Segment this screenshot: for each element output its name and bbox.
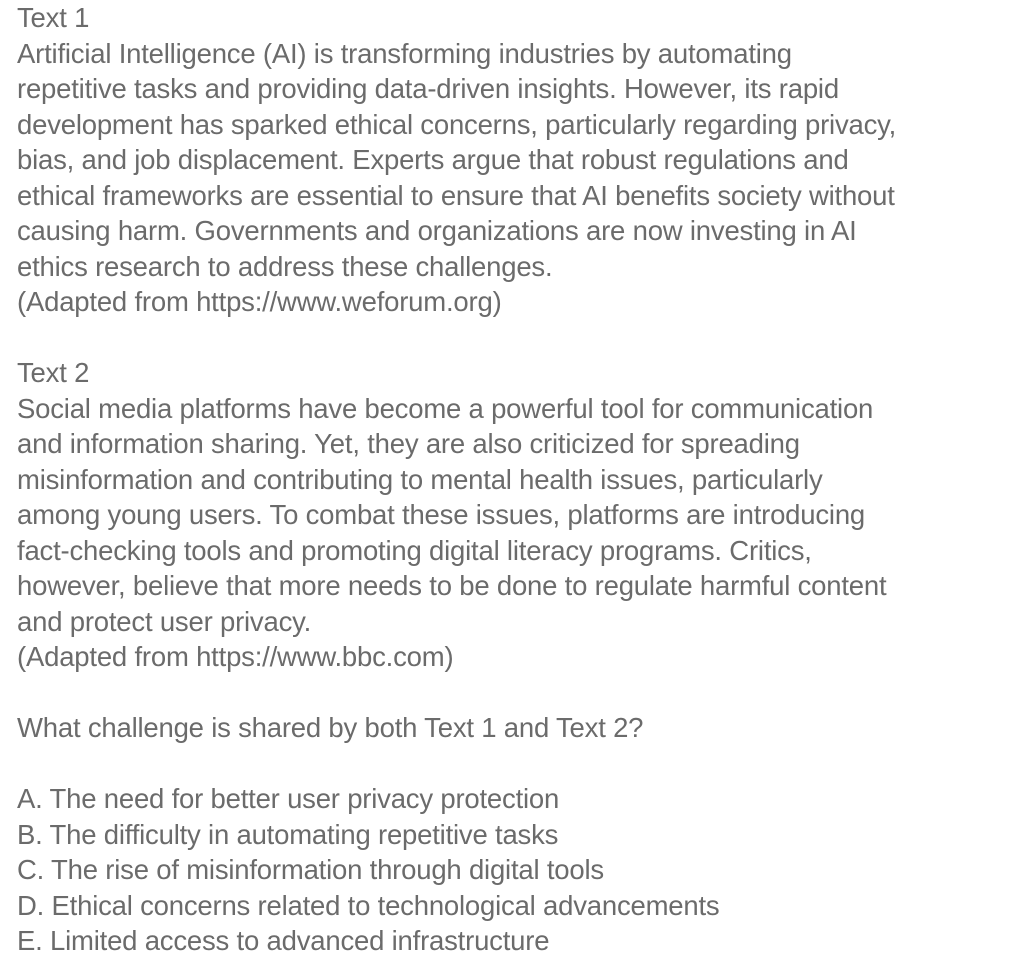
option-e: E. Limited access to advanced infrastructure	[17, 925, 550, 956]
text1-line: ethics research to address these challenges.	[17, 250, 553, 282]
text1-line: repetitive tasks and providing data-driven insights. However, its rapid	[17, 73, 839, 104]
text1-source: (Adapted from https://www.weforum.org)	[17, 286, 502, 317]
text1-heading: Text 1	[17, 2, 90, 33]
text1-section	[17, 0, 1027, 320]
option-a: A. The need for better user privacy protection	[17, 783, 560, 814]
text1-line: development has sparked ethical concerns, particularly regarding privacy,	[17, 108, 897, 140]
question-text: What challenge is shared by both Text 1 and Text 2?	[17, 712, 644, 743]
text2-line: Social media platforms have become a powerful tool for communication	[17, 392, 874, 424]
text1-line: bias, and job displacement. Experts argue that robust regulations and	[17, 144, 849, 175]
text2-line: and protect user privacy.	[17, 605, 312, 637]
text1-line: causing harm. Governments and organizations are now investing in AI	[17, 215, 857, 246]
text2-line: and information sharing. Yet, they are also criticized for spreading	[17, 428, 800, 459]
spacer	[17, 746, 1027, 782]
spacer	[17, 675, 1027, 711]
text2-source: (Adapted from https://www.bbc.com)	[17, 641, 454, 672]
text1-line: ethical frameworks are essential to ensure that AI benefits society without	[17, 179, 895, 211]
text2-line: among young users. To combat these issues, platforms are introducing	[17, 499, 866, 530]
text2-heading: Text 2	[17, 357, 90, 388]
text2-line: however, believe that more needs to be done to regulate harmful content	[17, 570, 887, 601]
text2-section	[17, 355, 1027, 675]
option-c: C. The rise of misinformation through digital tools	[17, 854, 604, 885]
text2-line: misinformation and contributing to mental health issues, particularly	[17, 463, 823, 495]
option-b: B. The difficulty in automating repetitive tasks	[17, 818, 559, 850]
text1-line: Artificial Intelligence (AI) is transforming industries by automating	[17, 37, 792, 69]
spacer	[17, 320, 1027, 356]
answer-options	[17, 781, 1027, 959]
document-page	[17, 0, 1027, 959]
option-d: D. Ethical concerns related to technological advancements	[17, 889, 720, 921]
text2-line: fact-checking tools and promoting digital literacy programs. Critics,	[17, 534, 812, 566]
